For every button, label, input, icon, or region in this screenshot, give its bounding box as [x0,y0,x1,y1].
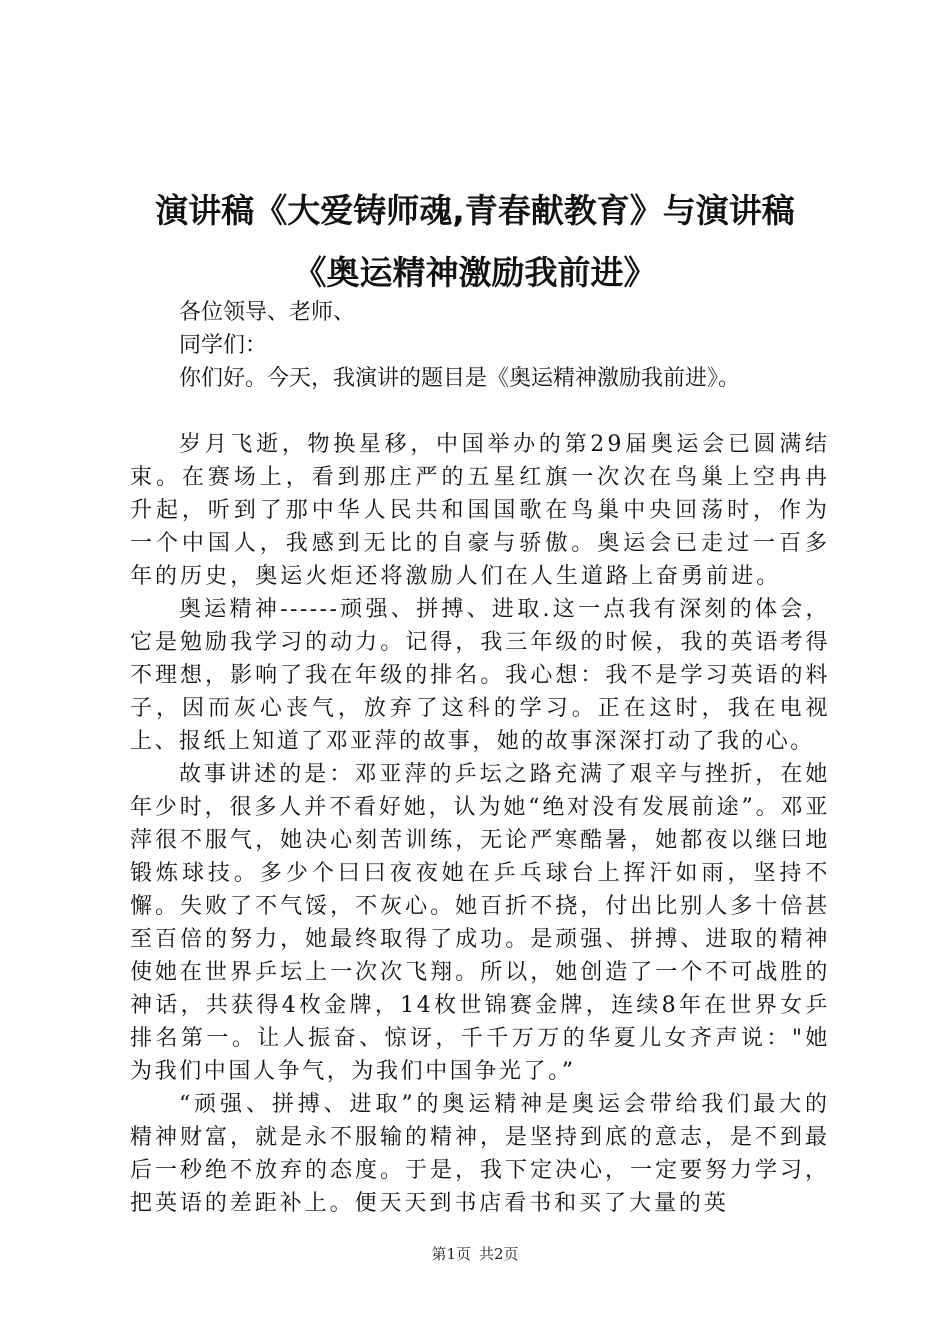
salutation-line-1: 各位领导、老师、 [179,300,356,325]
title-line-1: 演讲稿《大爱铸师魂,青春献教育》与演讲稿 [155,191,795,230]
salutation-line-2: 同学们： [179,333,268,358]
document-body [130,296,830,1220]
paragraph: 奥运精神------顽强、拼搏、进取.这一点我有深刻的体会，它是勉励我学习的动力。记得，我三年级的时候，我的英语考得不理想，影响了我在年级的排名。我心想：我不是学习英语的料子，因而灰心丧气，放弃了这科的学习。正在这时，我在电视上、报纸上知道了邓亚萍的故事，她的故事深深打动了我的心。 [130,597,830,754]
paragraph: 故事讲述的是：邓亚萍的乒坛之路充满了艰辛与挫折，在她年少时，很多人并不看好她，认为她“绝对没有发展前途”。邓亚萍很不服气，她决心刻苦训练，无论严寒酷暑，她都夜以继曰地锻炼球技。多少个曰曰夜夜她在乒乓球台上挥汗如雨，坚持不懈。失败了不气馁，不灰心。她百折不挠，付出比别人多十倍甚至百倍的努力，她最终取得了成功。是顽强、拼搏、进取的精神使她在世界乒坛上一次次飞翔。所以，她创造了一个不可战胜的神话，共获得4枚金牌，14枚世锦赛金牌，连续8年在世界女乒排名第一。让人振奋、惊讶，千千万万的华夏儿女齐声说："她为我们中国人争气，为我们中国争光了。” [130,762,830,1084]
page-footer [0,1243,950,1264]
blank-line [130,395,830,428]
page-total: 共2页 [479,1245,519,1263]
greeting-line: 你们好。今天，我演讲的题目是《奥运精神激励我前进》。 [179,366,741,391]
page-number: 第1页 [431,1245,471,1263]
document-title [100,180,850,304]
paragraph: “顽强、拼搏、进取”的奥运精神是奥运会带给我们最大的精神财富，就是永不服输的精神，是坚持到底的意志，是不到最后一秒绝不放弃的态度。于是，我下定决心，一定要努力学习，把英语的差距补上。便天天到书店看书和买了大量的英 [130,1092,830,1216]
title-line-2: 《奥运精神激励我前进》 [293,253,657,292]
paragraph: 岁月飞逝，物换星移，中国举办的第29届奥运会已圆满结束。在赛场上，看到那庄严的五星红旗一次次在鸟巢上空冉冉升起，听到了那中华人民共和国国歌在鸟巢中央回荡时，作为一个中国人，我感到无比的自豪与骄傲。奥运会已走过一百多年的历史，奥运火炬还将激励人们在人生道路上奋勇前进。 [130,432,830,589]
